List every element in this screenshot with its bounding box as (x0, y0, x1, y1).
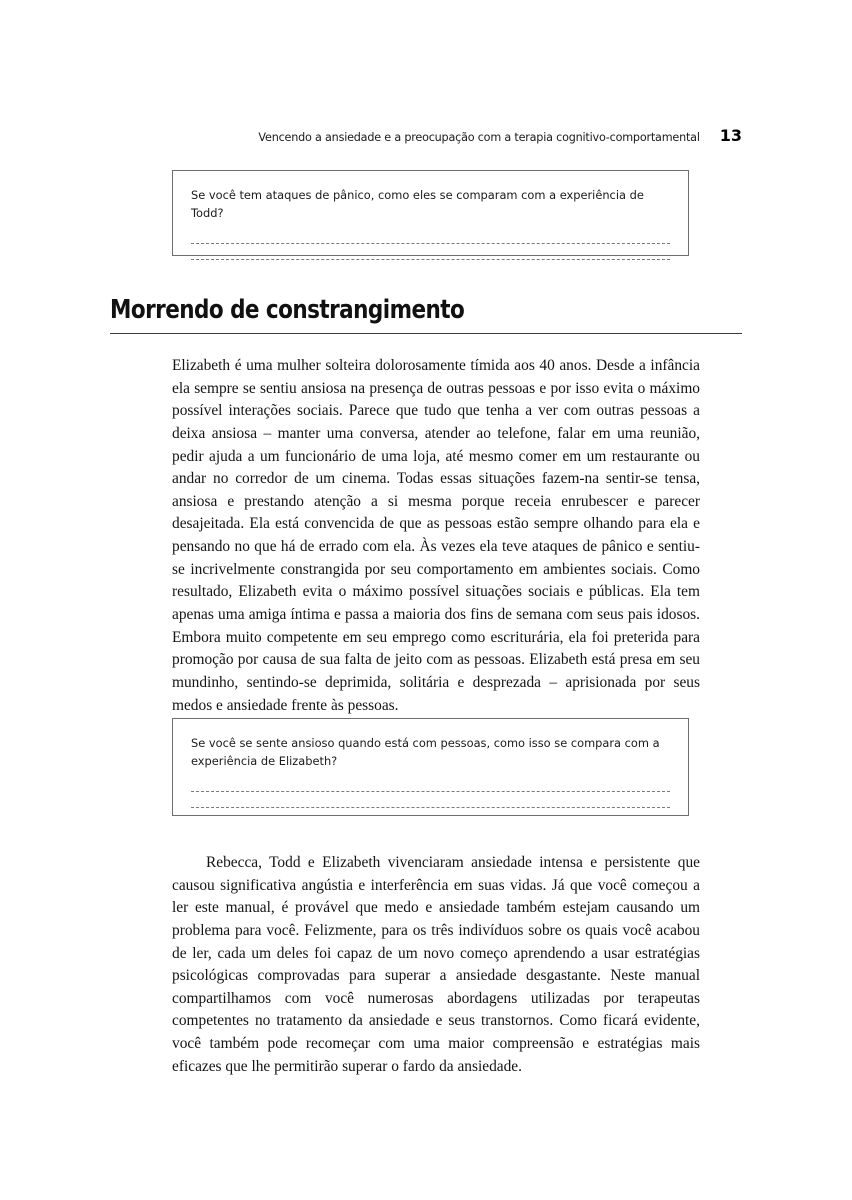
answer-line[interactable] (191, 228, 670, 244)
body-paragraph-summary (172, 852, 700, 1078)
body-paragraph-elizabeth (172, 355, 700, 717)
answer-line[interactable] (191, 792, 670, 808)
answer-line[interactable] (191, 776, 670, 792)
paragraph-text: Rebecca, Todd e Elizabeth vivenciaram ansiedade intensa e persistente que causou significativa angústia e interferência em suas vidas. Já que você começou a ler este manual, é provável que medo e ansiedade também estejam causando um problema para você. Felizmente, para os três indivíduos sobre os quais você acabou de ler, cada um deles foi capaz de um novo começo aprendendo a usar estratégias psicológicas comprovadas para superar a ansiedade desgastante. Neste manual compartilhamos com você numerosas abordagens utilizadas por terapeutas competentes no tratamento da ansiedade e seus transtornos. Como ficará evidente, você também pode recomeçar com uma maior compreensão e estratégias mais eficazes que lhe permitirão superar o fardo da ansiedade. (172, 854, 700, 1075)
page-number: 13 (719, 126, 742, 145)
exercise-box-elizabeth[interactable] (172, 718, 689, 816)
exercise-box-todd[interactable] (172, 170, 689, 256)
exercise-prompt: Se você se sente ansioso quando está com pessoas, como isso se compara com a experiência de Elizabeth? (191, 736, 660, 768)
section-heading: Morrendo de constrangimento (110, 295, 465, 325)
heading-rule (110, 333, 742, 334)
exercise-prompt: Se você tem ataques de pânico, como eles se comparam com a experiência de Todd? (191, 188, 644, 220)
running-head (110, 126, 742, 145)
answer-lines[interactable] (191, 228, 670, 260)
answer-line[interactable] (191, 244, 670, 260)
paragraph-text: Elizabeth é uma mulher solteira dolorosamente tímida aos 40 anos. Desde a infância ela sempre se sentiu ansiosa na presença de outras pessoas e por isso evita o máximo possível interações sociais. Parece que tudo que tenha a ver com outras pessoas a deixa ansiosa – manter uma conversa, atender ao telefone, falar em uma reunião, pedir ajuda a um funcionário de uma loja, até mesmo comer em um restaurante ou andar no corredor de um cinema. Todas essas situações fazem-na sentir-se tensa, ansiosa e prestando atenção a si mesma porque receia enrubescer e parecer desajeitada. Ela está convencida de que as pessoas estão sempre olhando para ela e pensando no que há de errado com ela. Às vezes ela teve ataques de pânico e sentiu-se incrivelmente constrangida por seu comportamento em ambientes sociais. Como resultado, Elizabeth evita o máximo possível situações sociais e públicas. Ela tem apenas uma amiga íntima e passa a maioria dos fins de semana com seus pais idosos. Embora muito competente em seu emprego como escriturária, ela foi preterida para promoção por causa de sua falta de jeito com as pessoas. Elizabeth está presa em seu mundinho, sentindo-se deprimida, solitária e desprezada – aprisionada por seus medos e ansiedade frente às pessoas. (172, 357, 700, 714)
answer-lines[interactable] (191, 776, 670, 808)
running-head-title: Vencendo a ansiedade e a preocupação com a terapia cognitivo-comportamental (258, 131, 700, 144)
section-heading-block (110, 296, 742, 334)
